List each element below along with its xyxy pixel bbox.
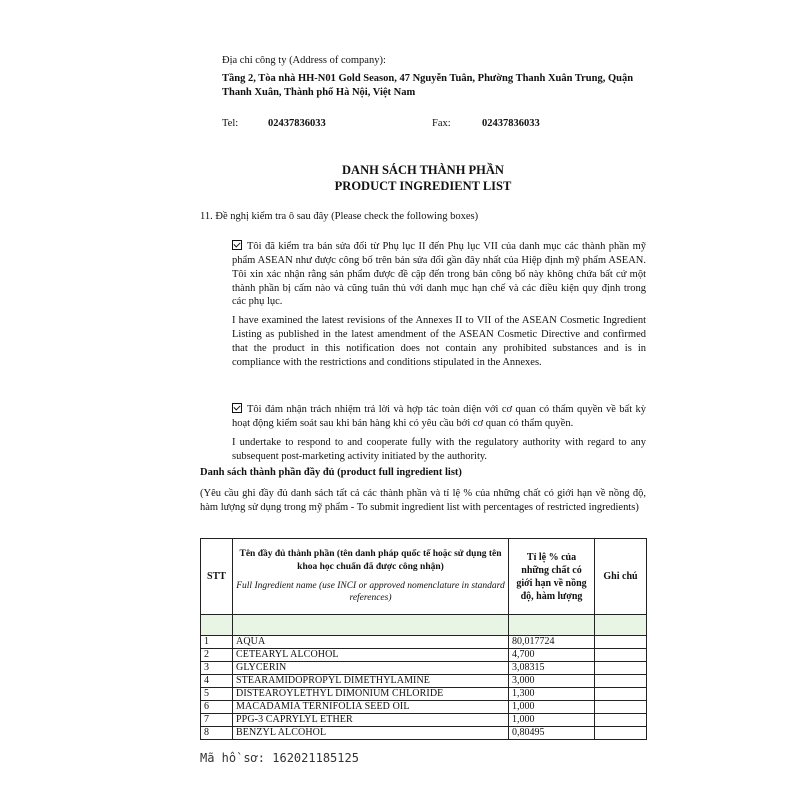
company-address-label: Địa chỉ công ty (Address of company): — [222, 55, 386, 66]
cell-stt: 5 — [201, 688, 233, 701]
table-row — [201, 701, 647, 714]
cell-stt: 4 — [201, 675, 233, 688]
file-code: Mã hồ sơ: 162021185125 — [200, 751, 359, 765]
table-row — [201, 636, 647, 649]
cell-stt: 1 — [201, 636, 233, 649]
table-spacer-row — [201, 615, 647, 636]
cell-stt: 7 — [201, 714, 233, 727]
table-row — [201, 649, 647, 662]
header-name-vn: Tên đầy đủ thành phần (tên danh pháp quốc tế hoặc sử dụng tên khoa học chuẩn đã được công nhận) — [239, 548, 502, 572]
fax-value: 02437836033 — [482, 118, 540, 129]
ingredient-table — [200, 538, 647, 740]
table-row — [201, 662, 647, 675]
title-en: PRODUCT INGREDIENT LIST — [334, 179, 512, 194]
table-row — [201, 714, 647, 727]
header-percentage: Tỉ lệ % của những chất có giới hạn về nồng độ, hàm lượng — [509, 539, 595, 615]
checked-box-icon — [232, 403, 242, 413]
cell-stt: 2 — [201, 649, 233, 662]
cell-stt: 6 — [201, 701, 233, 714]
check2-en-text: I undertake to respond to and cooperate fully with the regulatory authority with regard to any subsequent post-marketing activity initiated by the authority. — [232, 437, 646, 462]
table-row — [201, 675, 647, 688]
cell-note — [595, 688, 647, 701]
cell-percentage: 80,017724 — [509, 636, 595, 649]
cell-stt: 3 — [201, 662, 233, 675]
fax-label: Fax: — [432, 118, 451, 129]
cell-percentage: 1,300 — [509, 688, 595, 701]
cell-ingredient-name: DISTEAROYLETHYL DIMONIUM CHLORIDE — [233, 688, 509, 701]
cell-percentage: 4,700 — [509, 649, 595, 662]
cell-ingredient-name: PPG-3 CAPRYLYL ETHER — [233, 714, 509, 727]
cell-percentage: 3,08315 — [509, 662, 595, 675]
cell-percentage: 3,000 — [509, 675, 595, 688]
cell-ingredient-name: CETEARYL ALCOHOL — [233, 649, 509, 662]
cell-percentage: 1,000 — [509, 714, 595, 727]
cell-note — [595, 675, 647, 688]
ingredient-list-instruction: (Yêu cầu ghi đầy đủ danh sách tất cả các thành phần và tỉ lệ % của những chất có giới hạn về nồng độ, hàm lượng sử dụng trong mỹ phẩm - To submit ingredient list with percentages of restricted ingredients) — [200, 488, 646, 513]
header-note: Ghi chú — [595, 539, 647, 615]
table-row — [201, 688, 647, 701]
checkbox-annex-compliance — [232, 240, 646, 309]
ingredient-list-heading: Danh sách thành phần đầy đủ (product full ingredient list) — [200, 467, 462, 478]
cell-percentage: 1,000 — [509, 701, 595, 714]
tel-value: 02437836033 — [268, 118, 326, 129]
cell-note — [595, 701, 647, 714]
cell-note — [595, 727, 647, 740]
cell-note — [595, 662, 647, 675]
check2-vn-text: Tôi đảm nhận trách nhiệm trả lời và hợp tác toàn diện với cơ quan có thẩm quyền về bất kỳ hoạt động kiểm soát sau khi bán hàng khi có yêu cầu bởi cơ quan có thẩm quyền. — [232, 404, 646, 429]
cell-note — [595, 714, 647, 727]
header-ingredient-name — [233, 539, 509, 615]
cell-note — [595, 636, 647, 649]
document-title — [200, 162, 646, 195]
section-11-label: 11. Đề nghị kiểm tra ô sau đây (Please check the following boxes) — [200, 211, 479, 222]
checkbox-post-market — [232, 403, 646, 431]
title-vn: DANH SÁCH THÀNH PHẦN — [342, 163, 504, 177]
table-row — [201, 727, 647, 740]
cell-percentage: 0,80495 — [509, 727, 595, 740]
company-address: Tầng 2, Tòa nhà HH-N01 Gold Season, 47 Nguyễn Tuân, Phường Thanh Xuân Trung, Quận Thanh Xuân, Thành phố Hà Nội, Việt Nam — [222, 73, 634, 99]
table-header-row — [201, 539, 647, 615]
check1-en-text: I have examined the latest revisions of the Annexes II to VII of the ASEAN Cosmetic Ingredient Listing as published in the latest amendment of the ASEAN Cosmetic Directive and confirmed that the product in this notification does not contain any prohibited substances and is in compliance with the restrictions and conditions stipulated in the Annexes. — [232, 315, 646, 368]
cell-ingredient-name: AQUA — [233, 636, 509, 649]
header-stt: STT — [201, 539, 233, 615]
cell-stt: 8 — [201, 727, 233, 740]
header-name-en: Full Ingredient name (use INCI or approved nomenclature in standard references) — [236, 580, 505, 604]
checked-box-icon — [232, 240, 242, 250]
cell-ingredient-name: BENZYL ALCOHOL — [233, 727, 509, 740]
cell-ingredient-name: MACADAMIA TERNIFOLIA SEED OIL — [233, 701, 509, 714]
cell-ingredient-name: STEARAMIDOPROPYL DIMETHYLAMINE — [233, 675, 509, 688]
ingredient-rows — [201, 636, 647, 740]
cell-ingredient-name: GLYCERIN — [233, 662, 509, 675]
tel-label: Tel: — [222, 118, 239, 129]
check1-vn-text: Tôi đã kiểm tra bản sửa đổi từ Phụ lục II đến Phụ lục VII của danh mục các thành phần mỹ phẩm ASEAN như được công bố trên bản sửa đổi gần đây nhất của Hiệp định mỹ phẩm ASEAN. Tôi xin xác nhận rằng sản phẩm được đề cập đến trong bản công bố này không chứa bất cứ một thành phần bị cấm nào và cũng tuân thủ với danh mục hạn chế và các điều kiện quy định trong các phụ lục. — [232, 241, 646, 308]
cell-note — [595, 649, 647, 662]
